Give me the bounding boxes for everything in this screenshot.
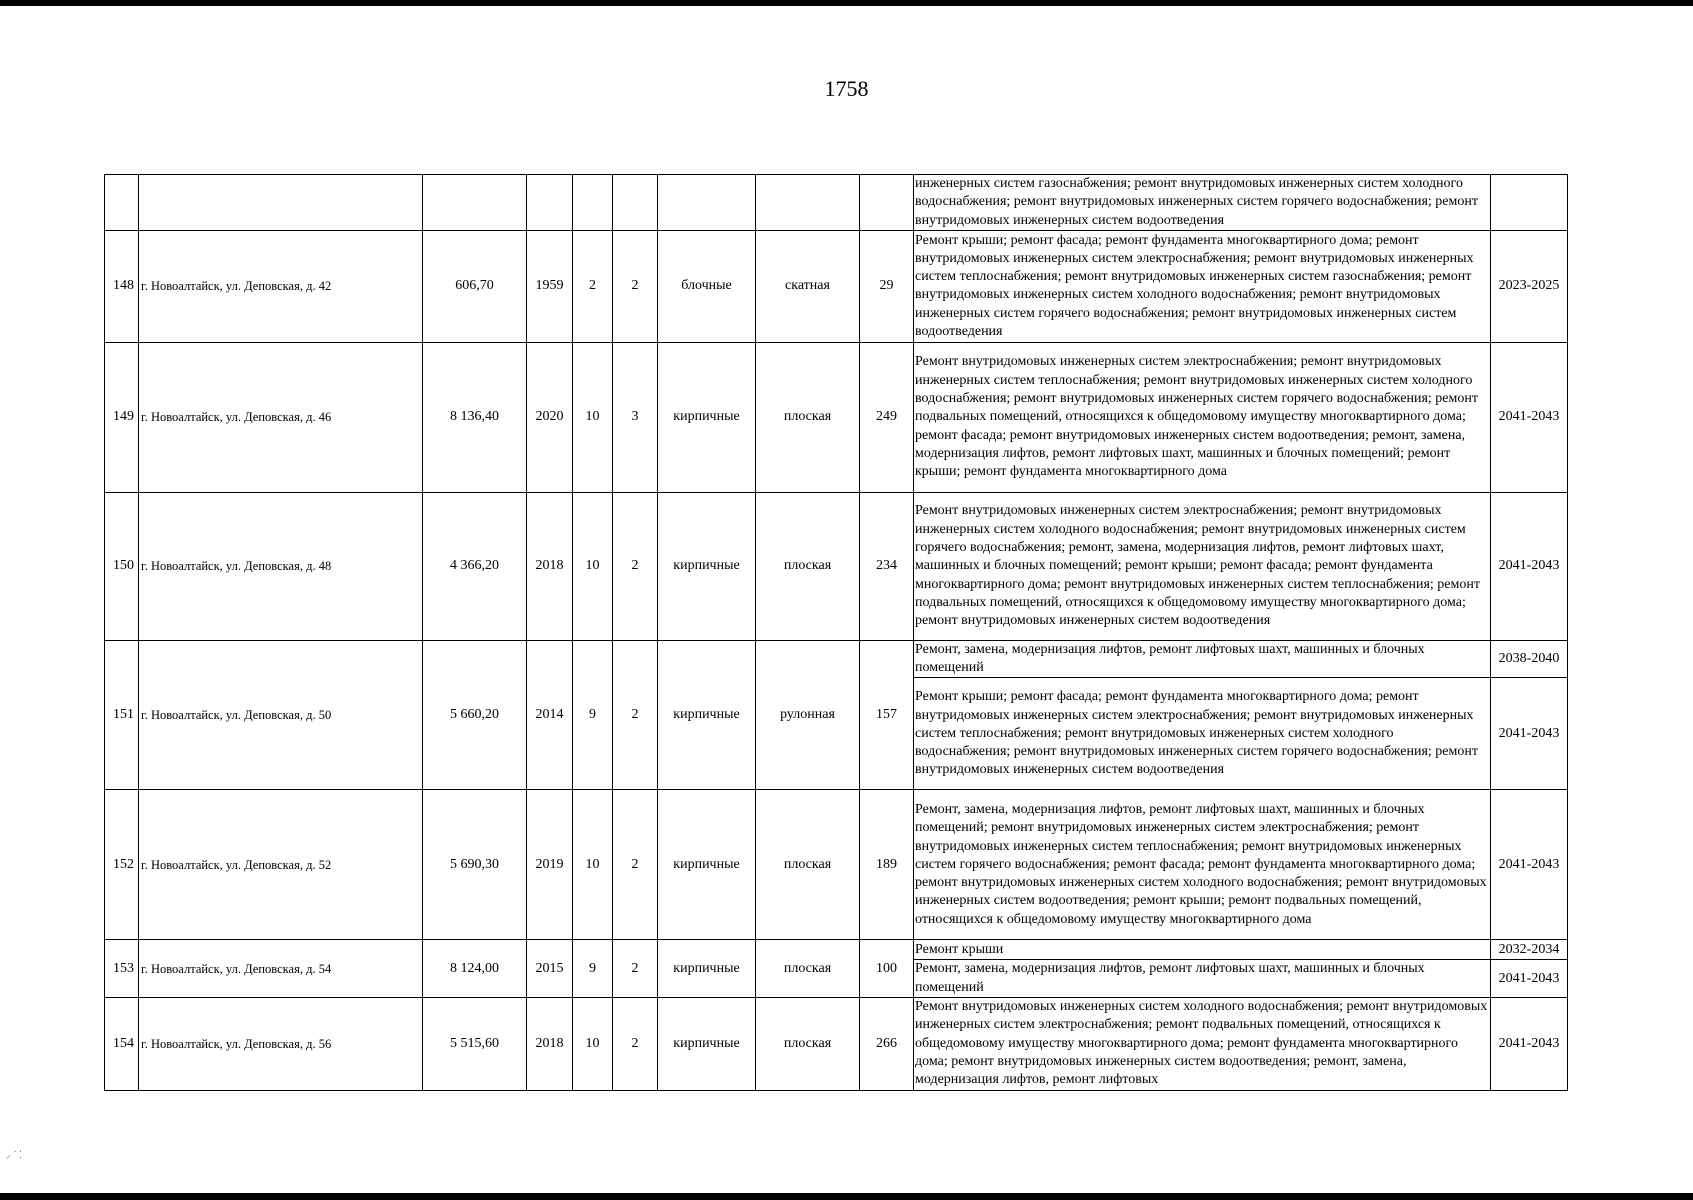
page-number: 1758 <box>824 76 869 101</box>
table-row <box>105 492 1568 640</box>
wall-material: кирпичные <box>658 492 756 640</box>
period-cell: 2023-2025 <box>1491 230 1568 342</box>
wall-material: кирпичные <box>658 998 756 1090</box>
roof-type: плоская <box>756 790 860 940</box>
residents-count: 157 <box>860 640 914 790</box>
scan-top-edge <box>0 0 1693 6</box>
roof-type: плоская <box>756 342 860 492</box>
floors: 10 <box>573 790 613 940</box>
roof-type: скатная <box>756 230 860 342</box>
entrances: 2 <box>613 790 658 940</box>
period-cell: 2041-2043 <box>1491 998 1568 1090</box>
total-area: 8 124,00 <box>423 940 527 998</box>
wall-material: кирпичные <box>658 940 756 998</box>
floors: 2 <box>573 230 613 342</box>
address: г. Новоалтайск, ул. Деповская, д. 54 <box>139 940 423 998</box>
cell-empty <box>613 175 658 231</box>
residents-count: 234 <box>860 492 914 640</box>
works-cell: Ремонт крыши; ремонт фасада; ремонт фундамента многоквартирного дома; ремонт внутридомовых инженерных систем электроснабжения; ремонт внутридомовых инженерных систем теплоснабжения; ремонт внутридомовых инженерных систем газоснабжения; ремонт внутридомовых инженерных систем холодного водоснабжения; ремонт внутридомовых инженерных систем горячего водоснабжения; ремонт внутридомовых инженерных систем водоотведения <box>914 230 1491 342</box>
total-area: 606,70 <box>423 230 527 342</box>
total-area: 8 136,40 <box>423 342 527 492</box>
period-cell: 2038-2040 <box>1491 640 1568 678</box>
floors: 10 <box>573 998 613 1090</box>
cell-empty <box>573 175 613 231</box>
period-cell: 2041-2043 <box>1491 342 1568 492</box>
address: г. Новоалтайск, ул. Деповская, д. 42 <box>139 230 423 342</box>
cell-empty <box>1491 175 1568 231</box>
build-year: 2019 <box>527 790 573 940</box>
table-row <box>105 640 1568 678</box>
cell-empty <box>756 175 860 231</box>
row-number: 148 <box>105 230 139 342</box>
table-row <box>105 940 1568 960</box>
row-number: 149 <box>105 342 139 492</box>
works-cell: Ремонт внутридомовых инженерных систем электроснабжения; ремонт внутридомовых инженерных систем теплоснабжения; ремонт внутридомовых инженерных систем холодного водоснабжения; ремонт внутридомовых инженерных систем горячего водоснабжения; ремонт подвальных помещений, относящихся к общедомовому имуществу многоквартирного дома; ремонт фасада; ремонт внутридомовых инженерных систем водоотведения; ремонт, замена, модернизация лифтов, ремонт лифтовых шахт, машинных и блочных помещений; ремонт крыши; ремонт фундамента многоквартирного дома <box>914 342 1491 492</box>
table-row <box>105 342 1568 492</box>
entrances: 2 <box>613 492 658 640</box>
roof-type: плоская <box>756 492 860 640</box>
row-number: 150 <box>105 492 139 640</box>
row-number: 152 <box>105 790 139 940</box>
period-cell: 2041-2043 <box>1491 960 1568 998</box>
wall-material: кирпичные <box>658 790 756 940</box>
residents-count: 249 <box>860 342 914 492</box>
residents-count: 100 <box>860 940 914 998</box>
cell-empty <box>105 175 139 231</box>
address: г. Новоалтайск, ул. Деповская, д. 50 <box>139 640 423 790</box>
entrances: 2 <box>613 998 658 1090</box>
total-area: 4 366,20 <box>423 492 527 640</box>
roof-type: рулонная <box>756 640 860 790</box>
scan-specks: ⸝ ˙ ⁚ <box>6 1150 22 1161</box>
period-cell: 2041-2043 <box>1491 678 1568 790</box>
wall-material: блочные <box>658 230 756 342</box>
address: г. Новоалтайск, ул. Деповская, д. 46 <box>139 342 423 492</box>
row-number: 151 <box>105 640 139 790</box>
cell-empty <box>860 175 914 231</box>
roof-type: плоская <box>756 998 860 1090</box>
period-cell: 2041-2043 <box>1491 492 1568 640</box>
table-row <box>105 998 1568 1090</box>
entrances: 3 <box>613 342 658 492</box>
build-year: 2014 <box>527 640 573 790</box>
roof-type: плоская <box>756 940 860 998</box>
works-cell: Ремонт, замена, модернизация лифтов, ремонт лифтовых шахт, машинных и блочных помещений <box>914 960 1491 998</box>
build-year: 2015 <box>527 940 573 998</box>
row-number: 153 <box>105 940 139 998</box>
works-cell: Ремонт внутридомовых инженерных систем холодного водоснабжения; ремонт внутридомовых инженерных систем электроснабжения; ремонт подвальных помещений, относящихся к общедомовому имуществу многоквартирного дома; ремонт фундамента многоквартирного дома; ремонт внутридомовых инженерных систем водоотведения; ремонт, замена, модернизация лифтов, ремонт лифтовых <box>914 998 1491 1090</box>
address: г. Новоалтайск, ул. Деповская, д. 48 <box>139 492 423 640</box>
works-cell: Ремонт крыши; ремонт фасада; ремонт фундамента многоквартирного дома; ремонт внутридомовых инженерных систем электроснабжения; ремонт внутридомовых инженерных систем теплоснабжения; ремонт внутридомовых инженерных систем холодного водоснабжения; ремонт внутридомовых инженерных систем горячего водоснабжения; ремонт внутридомовых инженерных систем водоотведения <box>914 678 1491 790</box>
continuation-row <box>105 175 1568 231</box>
entrances: 2 <box>613 640 658 790</box>
floors: 10 <box>573 492 613 640</box>
period-cell: 2041-2043 <box>1491 790 1568 940</box>
table-row <box>105 230 1568 342</box>
row-number: 154 <box>105 998 139 1090</box>
cell-empty <box>658 175 756 231</box>
works-cell: Ремонт, замена, модернизация лифтов, ремонт лифтовых шахт, машинных и блочных помещений <box>914 640 1491 678</box>
floors: 9 <box>573 640 613 790</box>
build-year: 2020 <box>527 342 573 492</box>
table-row <box>105 790 1568 940</box>
total-area: 5 515,60 <box>423 998 527 1090</box>
residents-count: 29 <box>860 230 914 342</box>
residents-count: 189 <box>860 790 914 940</box>
entrances: 2 <box>613 230 658 342</box>
residents-count: 266 <box>860 998 914 1090</box>
works-cell: Ремонт крыши <box>914 940 1491 960</box>
wall-material: кирпичные <box>658 342 756 492</box>
floors: 10 <box>573 342 613 492</box>
build-year: 2018 <box>527 998 573 1090</box>
scan-bottom-edge <box>0 1193 1693 1200</box>
period-cell: 2032-2034 <box>1491 940 1568 960</box>
wall-material: кирпичные <box>658 640 756 790</box>
works-cell: Ремонт, замена, модернизация лифтов, ремонт лифтовых шахт, машинных и блочных помещений; ремонт внутридомовых инженерных систем электроснабжения; ремонт внутридомовых инженерных систем теплоснабжения; ремонт внутридомовых инженерных систем горячего водоснабжения; ремонт фасада; ремонт фундамента многоквартирного дома; ремонт внутридомовых инженерных систем холодного водоснабжения; ремонт внутридомовых инженерных систем водоотведения; ремонт крыши; ремонт подвальных помещений, относящихся к общедомовому имуществу многоквартирного дома <box>914 790 1491 940</box>
build-year: 1959 <box>527 230 573 342</box>
total-area: 5 690,30 <box>423 790 527 940</box>
cell-empty <box>139 175 423 231</box>
cell-empty <box>527 175 573 231</box>
address: г. Новоалтайск, ул. Деповская, д. 52 <box>139 790 423 940</box>
entrances: 2 <box>613 940 658 998</box>
housing-register-table <box>104 174 1568 1091</box>
floors: 9 <box>573 940 613 998</box>
works-cell: Ремонт внутридомовых инженерных систем электроснабжения; ремонт внутридомовых инженерных систем холодного водоснабжения; ремонт внутридомовых инженерных систем горячего водоснабжения; ремонт, замена, модернизация лифтов, ремонт лифтовых шахт, машинных и блочных помещений; ремонт крыши; ремонт фасада; ремонт фундамента многоквартирного дома; ремонт внутридомовых инженерных систем теплоснабжения; ремонт подвальных помещений, относящихся к общедомовому имуществу многоквартирного дома; ремонт внутридомовых инженерных систем водоотведения <box>914 492 1491 640</box>
address: г. Новоалтайск, ул. Деповская, д. 56 <box>139 998 423 1090</box>
total-area: 5 660,20 <box>423 640 527 790</box>
cell-empty <box>423 175 527 231</box>
build-year: 2018 <box>527 492 573 640</box>
works-cell: инженерных систем газоснабжения; ремонт внутридомовых инженерных систем холодного водоснабжения; ремонт внутридомовых инженерных систем горячего водоснабжения; ремонт внутридомовых инженерных систем водоотведения <box>914 175 1491 231</box>
